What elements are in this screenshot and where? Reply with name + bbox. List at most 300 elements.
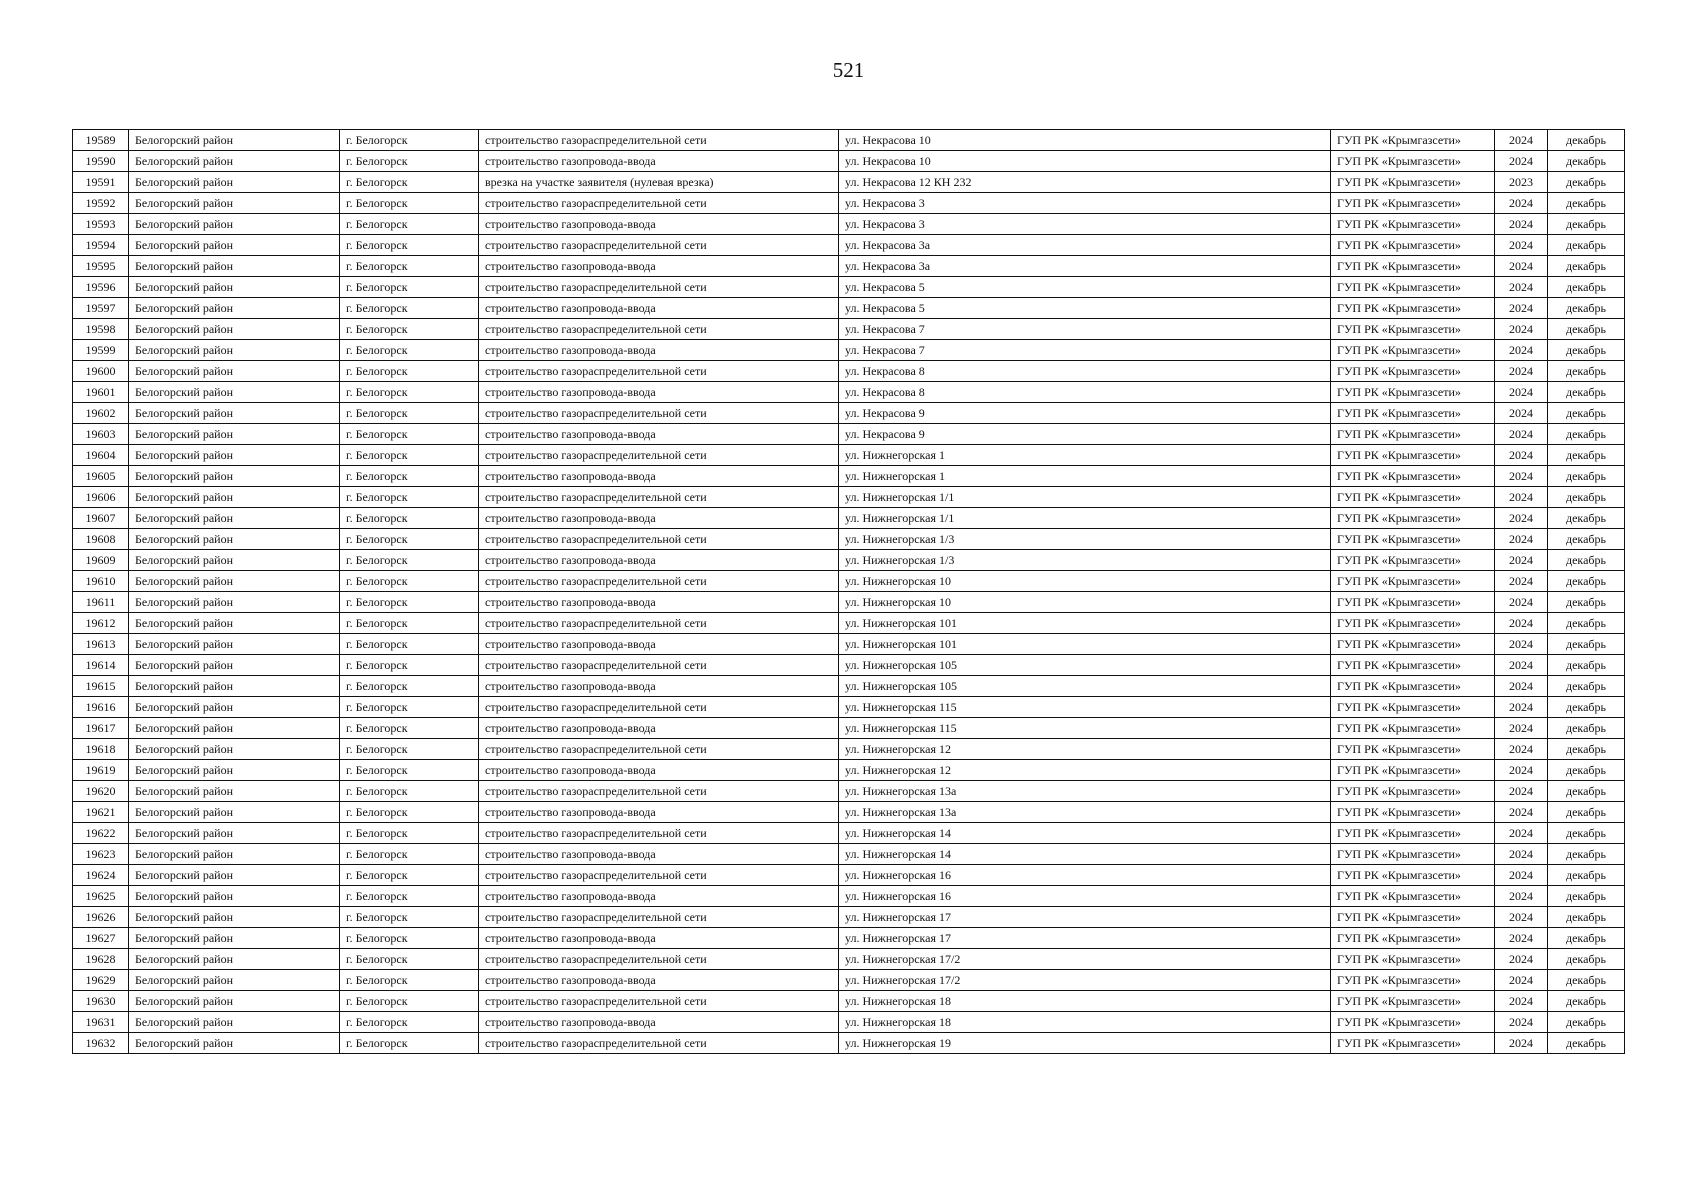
- organization-cell: ГУП РК «Крымгазсети»: [1331, 949, 1495, 970]
- table-row: [73, 739, 1625, 760]
- city-cell: г. Белогорск: [340, 802, 479, 823]
- year-cell: 2024: [1495, 949, 1548, 970]
- city-cell: г. Белогорск: [340, 340, 479, 361]
- table-row: [73, 151, 1625, 172]
- month-cell: декабрь: [1548, 928, 1625, 949]
- record-number-cell: 19616: [73, 697, 129, 718]
- address-cell: ул. Нижнегорская 18: [839, 1012, 1331, 1033]
- month-cell: декабрь: [1548, 634, 1625, 655]
- work-type-cell: строительство газораспределительной сети: [479, 613, 839, 634]
- address-cell: ул. Некрасова 7: [839, 319, 1331, 340]
- district-cell: Белогорский район: [129, 676, 340, 697]
- work-type-cell: строительство газораспределительной сети: [479, 571, 839, 592]
- table-row: [73, 382, 1625, 403]
- district-cell: Белогорский район: [129, 550, 340, 571]
- table-row: [73, 508, 1625, 529]
- month-cell: декабрь: [1548, 613, 1625, 634]
- table-row: [73, 844, 1625, 865]
- record-number-cell: 19628: [73, 949, 129, 970]
- work-type-cell: строительство газопровода-ввода: [479, 802, 839, 823]
- record-number-cell: 19605: [73, 466, 129, 487]
- work-type-cell: строительство газораспределительной сети: [479, 403, 839, 424]
- city-cell: г. Белогорск: [340, 991, 479, 1012]
- month-cell: декабрь: [1548, 130, 1625, 151]
- table-row: [73, 718, 1625, 739]
- organization-cell: ГУП РК «Крымгазсети»: [1331, 781, 1495, 802]
- month-cell: декабрь: [1548, 781, 1625, 802]
- address-cell: ул. Нижнегорская 17/2: [839, 949, 1331, 970]
- city-cell: г. Белогорск: [340, 886, 479, 907]
- address-cell: ул. Некрасова 3: [839, 193, 1331, 214]
- city-cell: г. Белогорск: [340, 1012, 479, 1033]
- work-type-cell: строительство газопровода-ввода: [479, 382, 839, 403]
- district-cell: Белогорский район: [129, 697, 340, 718]
- city-cell: г. Белогорск: [340, 235, 479, 256]
- address-cell: ул. Некрасова 5: [839, 298, 1331, 319]
- record-number-cell: 19610: [73, 571, 129, 592]
- city-cell: г. Белогорск: [340, 445, 479, 466]
- record-number-cell: 19589: [73, 130, 129, 151]
- work-type-cell: строительство газопровода-ввода: [479, 298, 839, 319]
- record-number-cell: 19623: [73, 844, 129, 865]
- month-cell: декабрь: [1548, 529, 1625, 550]
- table-row: [73, 277, 1625, 298]
- year-cell: 2024: [1495, 613, 1548, 634]
- district-cell: Белогорский район: [129, 298, 340, 319]
- organization-cell: ГУП РК «Крымгазсети»: [1331, 151, 1495, 172]
- address-cell: ул. Нижнегорская 105: [839, 676, 1331, 697]
- city-cell: г. Белогорск: [340, 172, 479, 193]
- year-cell: 2024: [1495, 340, 1548, 361]
- address-cell: ул. Нижнегорская 12: [839, 760, 1331, 781]
- year-cell: 2024: [1495, 760, 1548, 781]
- organization-cell: ГУП РК «Крымгазсети»: [1331, 676, 1495, 697]
- organization-cell: ГУП РК «Крымгазсети»: [1331, 193, 1495, 214]
- city-cell: г. Белогорск: [340, 466, 479, 487]
- table-row: [73, 487, 1625, 508]
- month-cell: декабрь: [1548, 718, 1625, 739]
- city-cell: г. Белогорск: [340, 844, 479, 865]
- district-cell: Белогорский район: [129, 571, 340, 592]
- organization-cell: ГУП РК «Крымгазсети»: [1331, 907, 1495, 928]
- address-cell: ул. Нижнегорская 14: [839, 844, 1331, 865]
- district-cell: Белогорский район: [129, 340, 340, 361]
- address-cell: ул. Некрасова 5: [839, 277, 1331, 298]
- record-number-cell: 19604: [73, 445, 129, 466]
- record-number-cell: 19592: [73, 193, 129, 214]
- work-type-cell: строительство газопровода-ввода: [479, 1012, 839, 1033]
- record-number-cell: 19598: [73, 319, 129, 340]
- address-cell: ул. Нижнегорская 17: [839, 907, 1331, 928]
- work-type-cell: строительство газораспределительной сети: [479, 235, 839, 256]
- organization-cell: ГУП РК «Крымгазсети»: [1331, 865, 1495, 886]
- address-cell: ул. Нижнегорская 13а: [839, 802, 1331, 823]
- record-number-cell: 19596: [73, 277, 129, 298]
- record-number-cell: 19597: [73, 298, 129, 319]
- organization-cell: ГУП РК «Крымгазсети»: [1331, 655, 1495, 676]
- year-cell: 2024: [1495, 907, 1548, 928]
- table-row: [73, 886, 1625, 907]
- month-cell: декабрь: [1548, 676, 1625, 697]
- month-cell: декабрь: [1548, 949, 1625, 970]
- table-body: [73, 130, 1625, 1054]
- district-cell: Белогорский район: [129, 256, 340, 277]
- year-cell: 2024: [1495, 928, 1548, 949]
- month-cell: декабрь: [1548, 865, 1625, 886]
- year-cell: 2024: [1495, 844, 1548, 865]
- district-cell: Белогорский район: [129, 928, 340, 949]
- record-number-cell: 19603: [73, 424, 129, 445]
- year-cell: 2024: [1495, 592, 1548, 613]
- month-cell: декабрь: [1548, 340, 1625, 361]
- record-number-cell: 19630: [73, 991, 129, 1012]
- organization-cell: ГУП РК «Крымгазсети»: [1331, 508, 1495, 529]
- year-cell: 2024: [1495, 361, 1548, 382]
- district-cell: Белогорский район: [129, 403, 340, 424]
- city-cell: г. Белогорск: [340, 214, 479, 235]
- address-cell: ул. Нижнегорская 17: [839, 928, 1331, 949]
- record-number-cell: 19606: [73, 487, 129, 508]
- city-cell: г. Белогорск: [340, 571, 479, 592]
- record-number-cell: 19620: [73, 781, 129, 802]
- district-cell: Белогорский район: [129, 214, 340, 235]
- address-cell: ул. Нижнегорская 1/3: [839, 529, 1331, 550]
- district-cell: Белогорский район: [129, 445, 340, 466]
- work-type-cell: строительство газопровода-ввода: [479, 466, 839, 487]
- address-cell: ул. Нижнегорская 12: [839, 739, 1331, 760]
- address-cell: ул. Некрасова 7: [839, 340, 1331, 361]
- record-number-cell: 19591: [73, 172, 129, 193]
- district-cell: Белогорский район: [129, 991, 340, 1012]
- work-type-cell: строительство газораспределительной сети: [479, 319, 839, 340]
- work-type-cell: строительство газопровода-ввода: [479, 151, 839, 172]
- table-row: [73, 991, 1625, 1012]
- organization-cell: ГУП РК «Крымгазсети»: [1331, 424, 1495, 445]
- address-cell: ул. Нижнегорская 115: [839, 718, 1331, 739]
- year-cell: 2024: [1495, 991, 1548, 1012]
- organization-cell: ГУП РК «Крымгазсети»: [1331, 529, 1495, 550]
- month-cell: декабрь: [1548, 550, 1625, 571]
- district-cell: Белогорский район: [129, 130, 340, 151]
- city-cell: г. Белогорск: [340, 487, 479, 508]
- district-cell: Белогорский район: [129, 760, 340, 781]
- work-type-cell: строительство газопровода-ввода: [479, 970, 839, 991]
- record-number-cell: 19594: [73, 235, 129, 256]
- table-row: [73, 340, 1625, 361]
- work-type-cell: строительство газораспределительной сети: [479, 697, 839, 718]
- address-cell: ул. Нижнегорская 19: [839, 1033, 1331, 1054]
- month-cell: декабрь: [1548, 151, 1625, 172]
- month-cell: декабрь: [1548, 487, 1625, 508]
- address-cell: ул. Нижнегорская 10: [839, 592, 1331, 613]
- table-row: [73, 445, 1625, 466]
- organization-cell: ГУП РК «Крымгазсети»: [1331, 697, 1495, 718]
- month-cell: декабрь: [1548, 655, 1625, 676]
- year-cell: 2024: [1495, 382, 1548, 403]
- year-cell: 2024: [1495, 1033, 1548, 1054]
- work-type-cell: строительство газопровода-ввода: [479, 424, 839, 445]
- table-row: [73, 655, 1625, 676]
- district-cell: Белогорский район: [129, 508, 340, 529]
- district-cell: Белогорский район: [129, 1033, 340, 1054]
- city-cell: г. Белогорск: [340, 298, 479, 319]
- city-cell: г. Белогорск: [340, 151, 479, 172]
- district-cell: Белогорский район: [129, 193, 340, 214]
- city-cell: г. Белогорск: [340, 613, 479, 634]
- city-cell: г. Белогорск: [340, 592, 479, 613]
- record-number-cell: 19609: [73, 550, 129, 571]
- month-cell: декабрь: [1548, 319, 1625, 340]
- district-cell: Белогорский район: [129, 382, 340, 403]
- year-cell: 2024: [1495, 1012, 1548, 1033]
- month-cell: декабрь: [1548, 991, 1625, 1012]
- district-cell: Белогорский район: [129, 802, 340, 823]
- work-type-cell: строительство газопровода-ввода: [479, 928, 839, 949]
- work-type-cell: строительство газораспределительной сети: [479, 655, 839, 676]
- address-cell: ул. Нижнегорская 1/1: [839, 487, 1331, 508]
- month-cell: декабрь: [1548, 277, 1625, 298]
- address-cell: ул. Нижнегорская 17/2: [839, 970, 1331, 991]
- city-cell: г. Белогорск: [340, 676, 479, 697]
- district-cell: Белогорский район: [129, 970, 340, 991]
- record-number-cell: 19622: [73, 823, 129, 844]
- year-cell: 2024: [1495, 466, 1548, 487]
- table-row: [73, 466, 1625, 487]
- record-number-cell: 19613: [73, 634, 129, 655]
- organization-cell: ГУП РК «Крымгазсети»: [1331, 256, 1495, 277]
- organization-cell: ГУП РК «Крымгазсети»: [1331, 823, 1495, 844]
- year-cell: 2024: [1495, 886, 1548, 907]
- work-type-cell: строительство газораспределительной сети: [479, 865, 839, 886]
- work-type-cell: строительство газопровода-ввода: [479, 508, 839, 529]
- table-row: [73, 424, 1625, 445]
- work-type-cell: врезка на участке заявителя (нулевая врезка): [479, 172, 839, 193]
- city-cell: г. Белогорск: [340, 424, 479, 445]
- table-row: [73, 550, 1625, 571]
- month-cell: декабрь: [1548, 193, 1625, 214]
- year-cell: 2024: [1495, 403, 1548, 424]
- year-cell: 2024: [1495, 193, 1548, 214]
- organization-cell: ГУП РК «Крымгазсети»: [1331, 970, 1495, 991]
- month-cell: декабрь: [1548, 823, 1625, 844]
- work-type-cell: строительство газопровода-ввода: [479, 634, 839, 655]
- record-number-cell: 19612: [73, 613, 129, 634]
- record-number-cell: 19615: [73, 676, 129, 697]
- record-number-cell: 19593: [73, 214, 129, 235]
- work-type-cell: строительство газопровода-ввода: [479, 760, 839, 781]
- address-cell: ул. Нижнегорская 101: [839, 634, 1331, 655]
- address-cell: ул. Некрасова 10: [839, 151, 1331, 172]
- record-number-cell: 19631: [73, 1012, 129, 1033]
- district-cell: Белогорский район: [129, 886, 340, 907]
- city-cell: г. Белогорск: [340, 508, 479, 529]
- address-cell: ул. Некрасова 3а: [839, 256, 1331, 277]
- month-cell: декабрь: [1548, 424, 1625, 445]
- district-cell: Белогорский район: [129, 487, 340, 508]
- district-cell: Белогорский район: [129, 466, 340, 487]
- work-type-cell: строительство газопровода-ввода: [479, 592, 839, 613]
- record-number-cell: 19627: [73, 928, 129, 949]
- city-cell: г. Белогорск: [340, 655, 479, 676]
- table-row: [73, 949, 1625, 970]
- table-row: [73, 172, 1625, 193]
- district-cell: Белогорский район: [129, 655, 340, 676]
- work-type-cell: строительство газораспределительной сети: [479, 907, 839, 928]
- month-cell: декабрь: [1548, 1012, 1625, 1033]
- address-cell: ул. Нижнегорская 16: [839, 886, 1331, 907]
- district-cell: Белогорский район: [129, 823, 340, 844]
- work-type-cell: строительство газораспределительной сети: [479, 487, 839, 508]
- city-cell: г. Белогорск: [340, 193, 479, 214]
- work-type-cell: строительство газопровода-ввода: [479, 550, 839, 571]
- organization-cell: ГУП РК «Крымгазсети»: [1331, 382, 1495, 403]
- work-type-cell: строительство газораспределительной сети: [479, 445, 839, 466]
- organization-cell: ГУП РК «Крымгазсети»: [1331, 802, 1495, 823]
- year-cell: 2024: [1495, 529, 1548, 550]
- organization-cell: ГУП РК «Крымгазсети»: [1331, 718, 1495, 739]
- organization-cell: ГУП РК «Крымгазсети»: [1331, 886, 1495, 907]
- district-cell: Белогорский район: [129, 1012, 340, 1033]
- table-row: [73, 592, 1625, 613]
- year-cell: 2024: [1495, 214, 1548, 235]
- address-cell: ул. Нижнегорская 101: [839, 613, 1331, 634]
- city-cell: г. Белогорск: [340, 697, 479, 718]
- work-type-cell: строительство газопровода-ввода: [479, 214, 839, 235]
- district-cell: Белогорский район: [129, 949, 340, 970]
- year-cell: 2024: [1495, 487, 1548, 508]
- organization-cell: ГУП РК «Крымгазсети»: [1331, 613, 1495, 634]
- record-number-cell: 19632: [73, 1033, 129, 1054]
- month-cell: декабрь: [1548, 592, 1625, 613]
- district-cell: Белогорский район: [129, 424, 340, 445]
- table-row: [73, 1033, 1625, 1054]
- year-cell: 2024: [1495, 298, 1548, 319]
- work-type-cell: строительство газораспределительной сети: [479, 130, 839, 151]
- work-type-cell: строительство газопровода-ввода: [479, 676, 839, 697]
- city-cell: г. Белогорск: [340, 550, 479, 571]
- city-cell: г. Белогорск: [340, 823, 479, 844]
- district-cell: Белогорский район: [129, 361, 340, 382]
- work-type-cell: строительство газопровода-ввода: [479, 340, 839, 361]
- month-cell: декабрь: [1548, 571, 1625, 592]
- month-cell: декабрь: [1548, 382, 1625, 403]
- work-type-cell: строительство газораспределительной сети: [479, 277, 839, 298]
- city-cell: г. Белогорск: [340, 319, 479, 340]
- month-cell: декабрь: [1548, 172, 1625, 193]
- year-cell: 2024: [1495, 718, 1548, 739]
- district-cell: Белогорский район: [129, 592, 340, 613]
- record-number-cell: 19621: [73, 802, 129, 823]
- record-number-cell: 19618: [73, 739, 129, 760]
- table-row: [73, 214, 1625, 235]
- month-cell: декабрь: [1548, 697, 1625, 718]
- city-cell: г. Белогорск: [340, 529, 479, 550]
- year-cell: 2023: [1495, 172, 1548, 193]
- city-cell: г. Белогорск: [340, 781, 479, 802]
- table-row: [73, 361, 1625, 382]
- district-cell: Белогорский район: [129, 718, 340, 739]
- address-cell: ул. Нижнегорская 1: [839, 445, 1331, 466]
- year-cell: 2024: [1495, 130, 1548, 151]
- organization-cell: ГУП РК «Крымгазсети»: [1331, 1012, 1495, 1033]
- table-row: [73, 403, 1625, 424]
- city-cell: г. Белогорск: [340, 403, 479, 424]
- city-cell: г. Белогорск: [340, 382, 479, 403]
- table-row: [73, 1012, 1625, 1033]
- year-cell: 2024: [1495, 802, 1548, 823]
- work-type-cell: строительство газораспределительной сети: [479, 739, 839, 760]
- year-cell: 2024: [1495, 655, 1548, 676]
- year-cell: 2024: [1495, 739, 1548, 760]
- year-cell: 2024: [1495, 445, 1548, 466]
- city-cell: г. Белогорск: [340, 739, 479, 760]
- month-cell: декабрь: [1548, 739, 1625, 760]
- organization-cell: ГУП РК «Крымгазсети»: [1331, 361, 1495, 382]
- record-number-cell: 19602: [73, 403, 129, 424]
- organization-cell: ГУП РК «Крымгазсети»: [1331, 319, 1495, 340]
- organization-cell: ГУП РК «Крымгазсети»: [1331, 445, 1495, 466]
- month-cell: декабрь: [1548, 970, 1625, 991]
- address-cell: ул. Некрасова 3а: [839, 235, 1331, 256]
- year-cell: 2024: [1495, 676, 1548, 697]
- record-number-cell: 19590: [73, 151, 129, 172]
- month-cell: декабрь: [1548, 508, 1625, 529]
- district-cell: Белогорский район: [129, 865, 340, 886]
- record-number-cell: 19625: [73, 886, 129, 907]
- year-cell: 2024: [1495, 256, 1548, 277]
- month-cell: декабрь: [1548, 466, 1625, 487]
- table-row: [73, 193, 1625, 214]
- address-cell: ул. Некрасова 9: [839, 424, 1331, 445]
- work-type-cell: строительство газораспределительной сети: [479, 781, 839, 802]
- organization-cell: ГУП РК «Крымгазсети»: [1331, 991, 1495, 1012]
- table-row: [73, 130, 1625, 151]
- month-cell: декабрь: [1548, 256, 1625, 277]
- year-cell: 2024: [1495, 865, 1548, 886]
- organization-cell: ГУП РК «Крымгазсети»: [1331, 172, 1495, 193]
- organization-cell: ГУП РК «Крымгазсети»: [1331, 844, 1495, 865]
- work-type-cell: строительство газораспределительной сети: [479, 193, 839, 214]
- year-cell: 2024: [1495, 319, 1548, 340]
- organization-cell: ГУП РК «Крымгазсети»: [1331, 550, 1495, 571]
- record-number-cell: 19608: [73, 529, 129, 550]
- page-number: 521: [832, 58, 865, 82]
- city-cell: г. Белогорск: [340, 970, 479, 991]
- city-cell: г. Белогорск: [340, 1033, 479, 1054]
- table-row: [73, 781, 1625, 802]
- work-type-cell: строительство газораспределительной сети: [479, 823, 839, 844]
- table-row: [73, 865, 1625, 886]
- district-cell: Белогорский район: [129, 277, 340, 298]
- organization-cell: ГУП РК «Крымгазсети»: [1331, 277, 1495, 298]
- organization-cell: ГУП РК «Крымгазсети»: [1331, 214, 1495, 235]
- month-cell: декабрь: [1548, 214, 1625, 235]
- city-cell: г. Белогорск: [340, 634, 479, 655]
- address-cell: ул. Некрасова 8: [839, 361, 1331, 382]
- city-cell: г. Белогорск: [340, 277, 479, 298]
- address-cell: ул. Некрасова 12 КН 232: [839, 172, 1331, 193]
- table-row: [73, 802, 1625, 823]
- year-cell: 2024: [1495, 508, 1548, 529]
- month-cell: декабрь: [1548, 907, 1625, 928]
- district-cell: Белогорский район: [129, 613, 340, 634]
- record-number-cell: 19626: [73, 907, 129, 928]
- table-row: [73, 676, 1625, 697]
- work-type-cell: строительство газораспределительной сети: [479, 529, 839, 550]
- record-number-cell: 19601: [73, 382, 129, 403]
- month-cell: декабрь: [1548, 760, 1625, 781]
- table-row: [73, 970, 1625, 991]
